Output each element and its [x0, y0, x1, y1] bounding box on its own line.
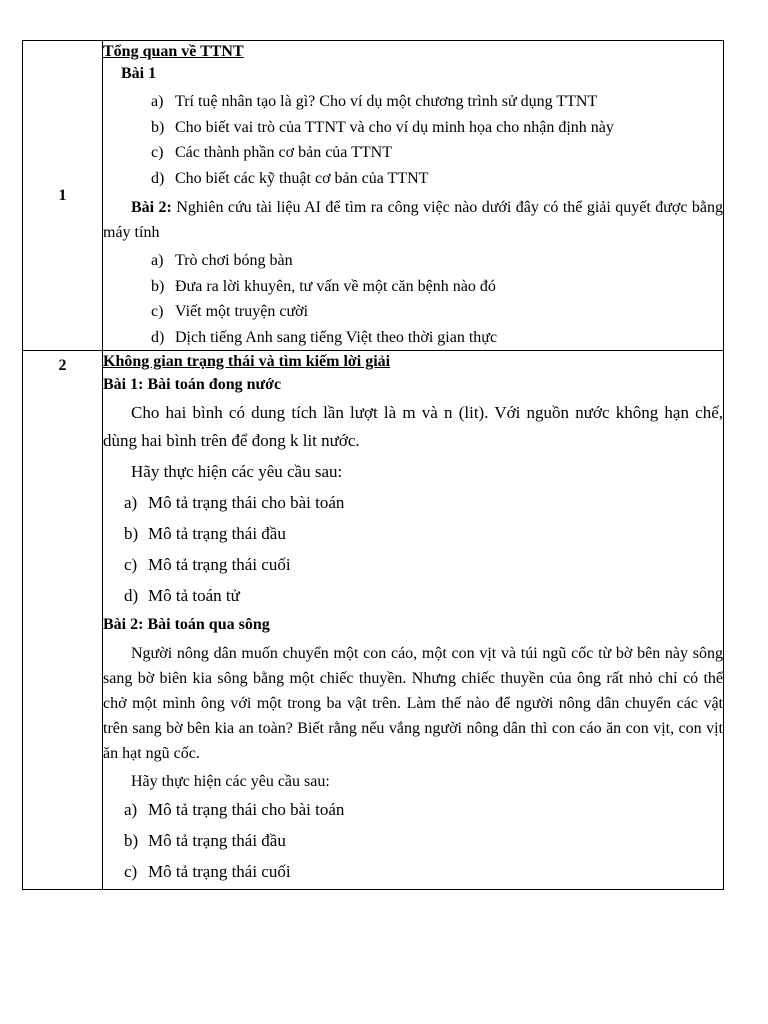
list-item: [103, 518, 723, 549]
exercise-label: Bài 1: Bài toán đong nước: [103, 376, 282, 393]
list-item-text: Cho biết các kỹ thuật cơ bản của TTNT: [175, 169, 429, 187]
list-item-text: Mô tả trạng thái đầu: [148, 831, 286, 850]
instruction-text: Hãy thực hiện các yêu cầu sau:: [131, 773, 330, 790]
instruction-text: Hãy thực hiện các yêu cầu sau:: [131, 462, 343, 481]
list-item: [103, 274, 723, 300]
list-item-text: Trí tuệ nhân tạo là gì? Cho ví dụ một chương trình sử dụng TTNT: [175, 93, 598, 110]
list-item-text: Mô tả trạng thái cho bài toán: [148, 800, 345, 819]
list-item: [103, 794, 723, 825]
exercise-paragraph: [103, 195, 723, 245]
list-marker: b): [124, 524, 139, 543]
list-item-text: Trò chơi bóng bàn: [175, 252, 293, 269]
list-item: [103, 487, 723, 518]
section-title: Không gian trạng thái và tìm kiếm lời giải: [103, 353, 391, 370]
list-item: [103, 325, 723, 351]
exercise-list: [103, 487, 723, 611]
list-marker: a): [151, 252, 164, 269]
list-marker: c): [151, 144, 164, 161]
list-marker: b): [124, 831, 139, 850]
list-marker: b): [151, 277, 165, 295]
list-item: [103, 89, 723, 115]
list-marker: a): [151, 93, 164, 110]
list-marker: a): [124, 800, 138, 819]
list-item-text: Các thành phần cơ bản của TTNT: [175, 144, 392, 161]
list-item: [103, 248, 723, 274]
list-marker: d): [124, 586, 139, 605]
list-marker: d): [151, 328, 165, 346]
exercise-list: [103, 248, 723, 350]
section-title: Tổng quan về TTNT: [103, 43, 244, 60]
list-item-text: Mô tả toán tử: [148, 586, 240, 605]
row-number: 1: [23, 41, 103, 351]
list-item: [103, 140, 723, 166]
exercise-list: [103, 794, 723, 887]
list-item-text: Mô tả trạng thái đầu: [148, 524, 286, 543]
list-item-text: Mô tả trạng thái cho bài toán: [148, 493, 345, 512]
list-marker: d): [151, 169, 165, 187]
exercise-text: Người nông dân muốn chuyển một con cáo, một con vịt và túi ngũ cốc từ bờ bên này sông sang bờ biên kia sông bằng một chiếc thuyền. Nhưng chiếc thuyền của ông rất nhỏ chỉ có thể chở một mình ông với một trong ba vật trên. Làm thế nào để người nông dân chuyển các vật trên sang bờ bên kia an toàn? Biết rằng nếu vắng người nông dân thì con cáo ăn con vịt, con vịt ăn hạt ngũ cốc.: [103, 645, 723, 762]
list-item-text: Viết một truyện cười: [175, 303, 309, 320]
list-marker: c): [124, 862, 138, 881]
list-marker: c): [124, 555, 138, 574]
exercise-list: [103, 89, 723, 191]
list-item: [103, 580, 723, 611]
list-item-text: Đưa ra lời khuyên, tư vấn về một căn bệnh nào đó: [175, 277, 496, 295]
list-item: [103, 825, 723, 856]
exercise-label: Bài 1: [121, 65, 157, 82]
list-item-text: Mô tả trạng thái cuối: [148, 862, 291, 881]
list-item: [103, 166, 723, 192]
exercise-text: Cho hai bình có dung tích lần lượt là m và n (lit). Với nguồn nước không hạn chế, dùng hai bình trên để đong k lit nước.: [103, 403, 723, 450]
row-content: [103, 351, 724, 890]
table-row: [23, 41, 724, 351]
list-item-text: Cho biết vai trò của TTNT và cho ví dụ minh họa cho nhận định này: [175, 118, 614, 136]
row-content: [103, 41, 724, 351]
list-item-text: Mô tả trạng thái cuối: [148, 555, 291, 574]
list-marker: c): [151, 303, 164, 320]
list-marker: a): [124, 493, 138, 512]
list-marker: b): [151, 118, 165, 136]
exercise-label: Bài 2:: [131, 199, 172, 216]
list-item-text: Dịch tiếng Anh sang tiếng Việt theo thời gian thực: [175, 328, 498, 346]
table-row: [23, 351, 724, 890]
list-item: [103, 856, 723, 887]
row-number: 2: [23, 351, 103, 890]
exercise-label: Bài 2: Bài toán qua sông: [103, 616, 270, 633]
exercise-text: Nghiên cứu tài liệu AI để tìm ra công việc nào dưới đây có thể giải quyết được bằng máy tính: [103, 199, 724, 241]
list-item: [103, 115, 723, 141]
list-item: [103, 299, 723, 325]
exercise-table: [22, 40, 724, 890]
list-item: [103, 549, 723, 580]
